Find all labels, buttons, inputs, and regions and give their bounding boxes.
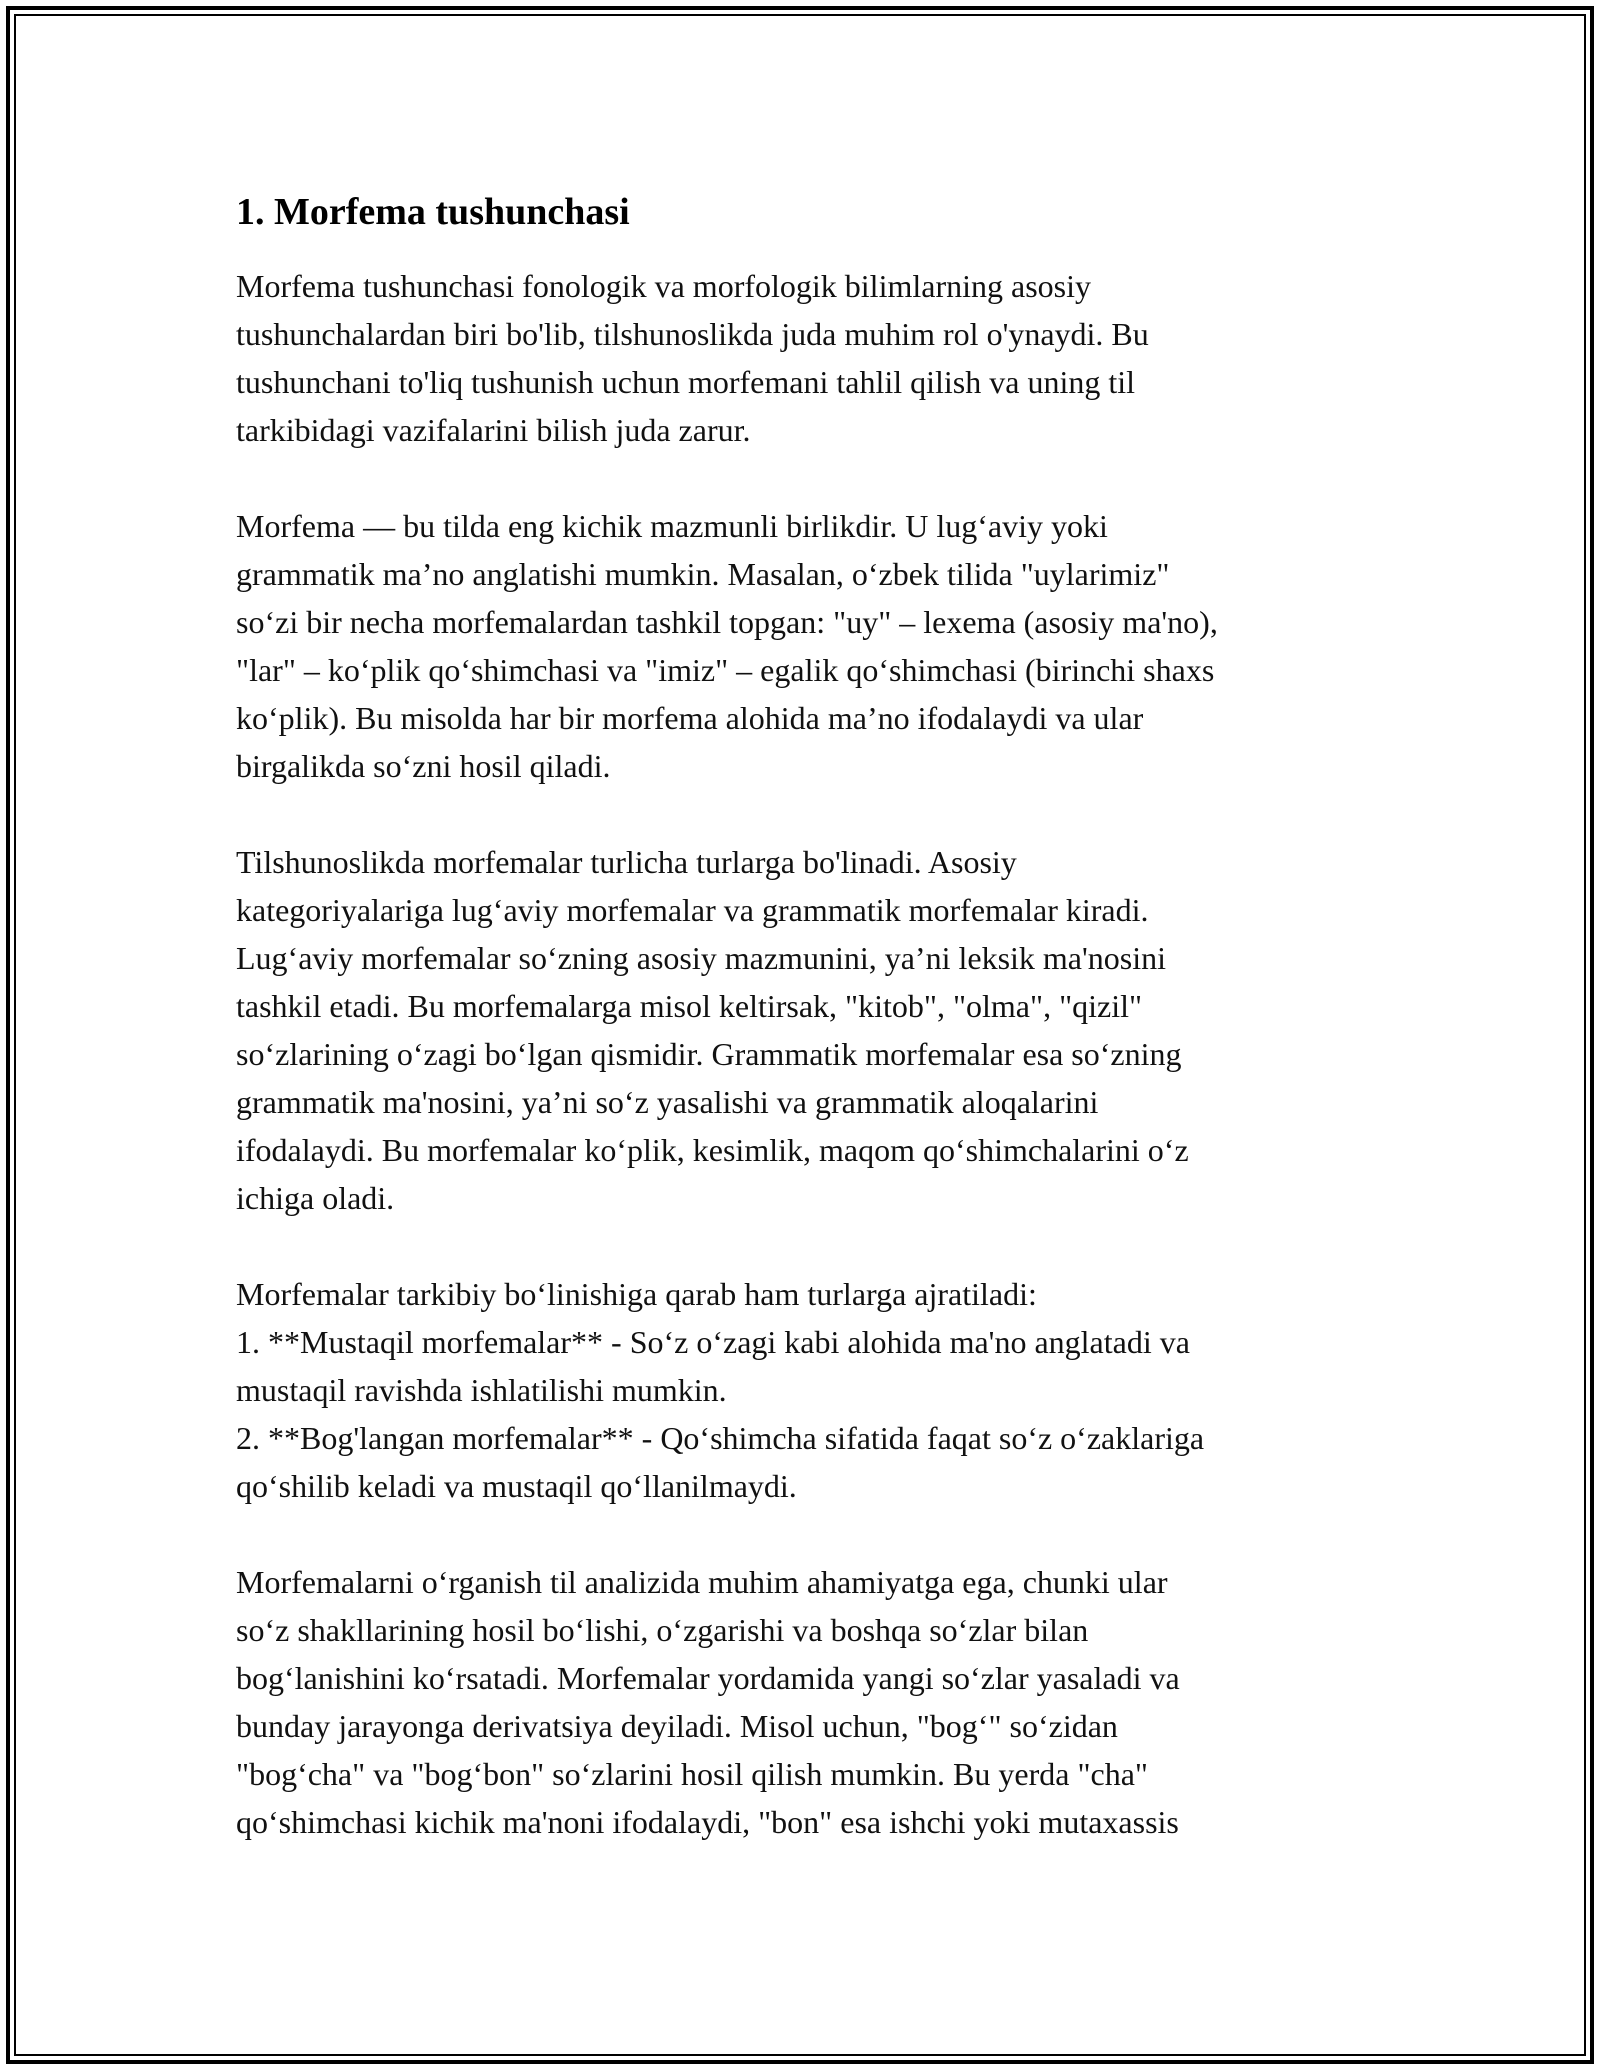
text-line: Morfemalar tarkibiy bo‘linishiga qarab ham turlarga ajratiladi: bbox=[236, 1276, 1037, 1312]
text-line: kategoriyalariga lug‘aviy morfemalar va grammatik morfemalar kiradi. bbox=[236, 892, 1149, 928]
text-line: Morfema — bu tilda eng kichik mazmunli birlikdir. U lug‘aviy yoki bbox=[236, 508, 1108, 544]
text-line: grammatik ma’no anglatishi mumkin. Masalan, o‘zbek tilida "uylarimiz" bbox=[236, 556, 1170, 592]
text-line: so‘zlarining o‘zagi bo‘lgan qismidir. Grammatik morfemalar esa so‘zning bbox=[236, 1036, 1182, 1072]
text-line: ifodalaydi. Bu morfemalar ko‘plik, kesimlik, maqom qo‘shimchalarini o‘z bbox=[236, 1132, 1189, 1168]
text-line: qo‘shilib keladi va mustaqil qo‘llanilmaydi. bbox=[236, 1468, 797, 1504]
text-line: Tilshunoslikda morfemalar turlicha turlarga bo'linadi. Asosiy bbox=[236, 844, 1017, 880]
text-line: Lug‘aviy morfemalar so‘zning asosiy mazmunini, ya’ni leksik ma'nosini bbox=[236, 940, 1166, 976]
text-line: "bog‘cha" va "bog‘bon" so‘zlarini hosil qilish mumkin. Bu yerda "cha" bbox=[236, 1756, 1148, 1792]
document-body bbox=[236, 188, 1376, 1894]
paragraph-derivation bbox=[236, 1558, 1376, 1846]
text-line: tashkil etadi. Bu morfemalarga misol keltirsak, "kitob", "olma", "qizil" bbox=[236, 988, 1143, 1024]
text-line: ichiga oladi. bbox=[236, 1180, 395, 1216]
text-line: tushunchani to'liq tushunish uchun morfemani tahlil qilish va uning til bbox=[236, 364, 1136, 400]
text-line: Morfemalarni o‘rganish til analizida muhim ahamiyatga ega, chunki ular bbox=[236, 1564, 1168, 1600]
text-line: Morfema tushunchasi fonologik va morfologik bilimlarning asosiy bbox=[236, 268, 1091, 304]
text-line: bog‘lanishini ko‘rsatadi. Morfemalar yordamida yangi so‘zlar yasaladi va bbox=[236, 1660, 1180, 1696]
text-line: ko‘plik). Bu misolda har bir morfema alohida ma’no ifodalaydi va ular bbox=[236, 700, 1144, 736]
text-line: "lar" – ko‘plik qo‘shimchasi va "imiz" – egalik qo‘shimchasi (birinchi shaxs bbox=[236, 652, 1215, 688]
text-line: so‘z shakllarining hosil bo‘lishi, o‘zgarishi va boshqa so‘zlar bilan bbox=[236, 1612, 1089, 1648]
text-line: birgalikda so‘zni hosil qiladi. bbox=[236, 748, 611, 784]
text-line: qo‘shimchasi kichik ma'noni ifodalaydi, "bon" esa ishchi yoki mutaxassis bbox=[236, 1804, 1179, 1840]
text-line: so‘zi bir necha morfemalardan tashkil topgan: "uy" – lexema (asosiy ma'no), bbox=[236, 604, 1218, 640]
text-line: tushunchalardan biri bo'lib, tilshunoslikda juda muhim rol o'ynaydi. Bu bbox=[236, 316, 1149, 352]
paragraph-definition bbox=[236, 502, 1376, 790]
paragraph-types bbox=[236, 838, 1376, 1222]
paragraph-intro bbox=[236, 262, 1376, 454]
text-line: mustaqil ravishda ishlatilishi mumkin. bbox=[236, 1372, 727, 1408]
list-item: 1. **Mustaqil morfemalar** - So‘z o‘zagi kabi alohida ma'no anglatadi va bbox=[236, 1324, 1190, 1360]
text-line: bunday jarayonga derivatsiya deyiladi. Misol uchun, "bog‘" so‘zidan bbox=[236, 1708, 1118, 1744]
text-line: tarkibidagi vazifalarini bilish juda zarur. bbox=[236, 412, 751, 448]
paragraph-structure-list bbox=[236, 1270, 1376, 1510]
list-item: 2. **Bog'langan morfemalar** - Qo‘shimcha sifatida faqat so‘z o‘zaklariga bbox=[236, 1420, 1205, 1456]
text-line: grammatik ma'nosini, ya’ni so‘z yasalishi va grammatik aloqalarini bbox=[236, 1084, 1099, 1120]
section-heading: 1. Morfema tushunchasi bbox=[236, 191, 630, 233]
